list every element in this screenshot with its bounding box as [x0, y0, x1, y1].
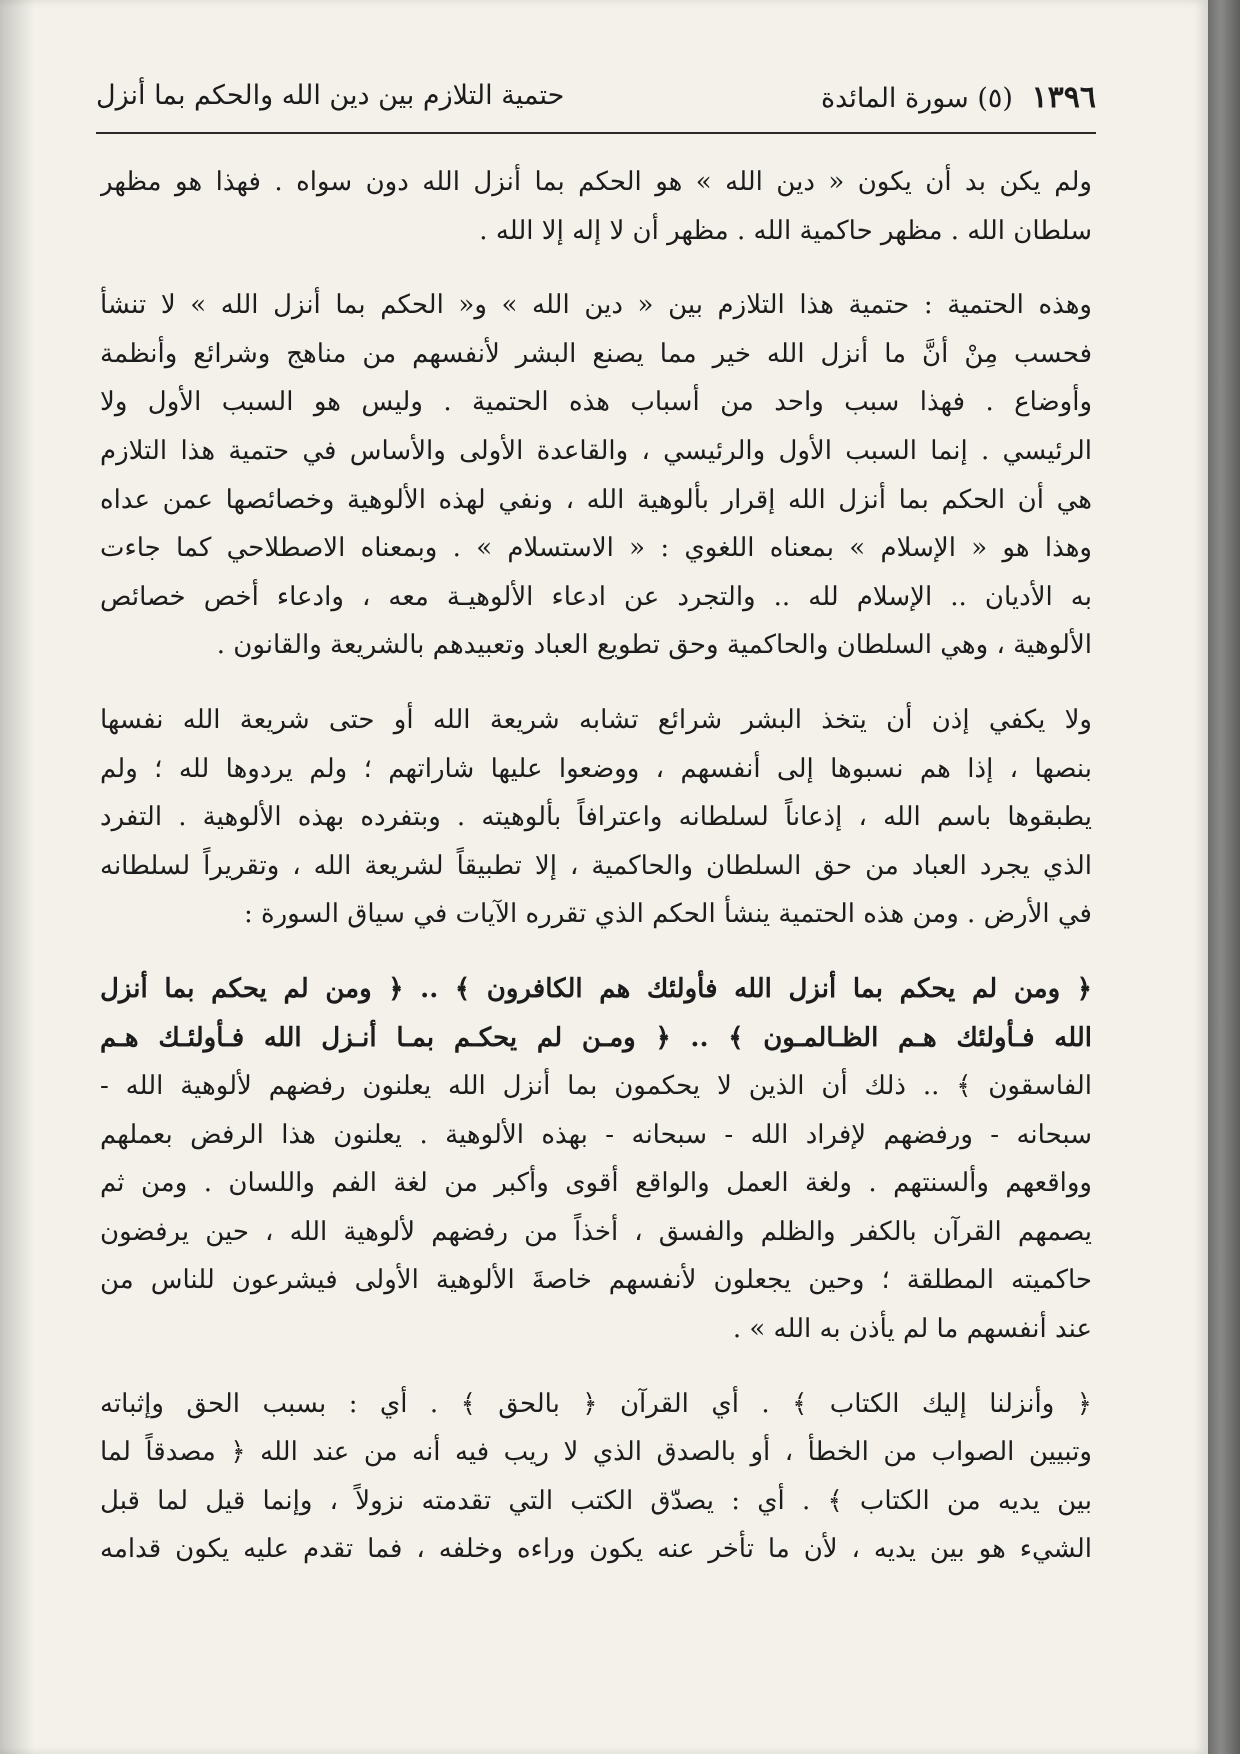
paragraph-2 — [100, 281, 1092, 670]
text-line: به الأديان .. الإسلام لله .. والتجرد عن ادعاء الألوهيـة معه ، وادعاء أخص خصائص — [100, 581, 1092, 612]
text-line: سبحانه - ورفضهم لإفراد الله - سبحانه - بهذه الألوهية . يعلنون هذا الرفض بعملهم — [100, 1119, 1092, 1150]
text-line: الذي يجرد العباد من حق السلطان والحاكمية ، إلا تطبيقاً لشريعة الله ، وتقريراً لسلطانه — [100, 850, 1092, 881]
text-line: عند أنفسهم ما لم يأذن به الله » . — [732, 1314, 1092, 1345]
paragraph-gap — [100, 939, 1092, 965]
header-divider — [96, 132, 1096, 134]
paragraph-4 — [100, 965, 1092, 1354]
text-line: وأوضاع . فهذا سبب واحد من أسباب هذه الحتمية . وليس هو السبب الأول ولا — [100, 387, 1092, 418]
quran-verse-line: ﴿ ومن لم يحكم بما أنزل الله فأولئك هم الكافرون ﴾ .. ﴿ ومن لم يحكم بما أنزل — [100, 973, 1092, 1004]
text-line: بنصها ، إذا هم نسبوها إلى أنفسهم ، ووضعوا عليها شاراتهم ؛ ولم يردوها لله ؛ ولم — [100, 753, 1092, 784]
text-line: بين يديه من الكتاب ﴾ . أي : يصدّق الكتب التي تقدمته نزولاً ، وإنما قيل لما قبل — [100, 1485, 1092, 1516]
paragraph-5 — [100, 1380, 1092, 1574]
text-line: ولم يكن بد أن يكون « دين الله » هو الحكم بما أنزل الله دون سواه . فهذا هو مظهر — [100, 167, 1092, 197]
text-line: ﴿ وأنزلنا إليك الكتاب ﴾ . أي القرآن ﴿ بالحق ﴾ . أي : بسبب الحق وإثباته — [100, 1388, 1092, 1419]
paragraph-3 — [100, 696, 1092, 939]
text-line: سلطان الله . مظهر حاكمية الله . مظهر أن لا إله إلا الله . — [479, 215, 1092, 246]
text-line: الشيء هو بين يديه ، لأن ما تأخر عنه يكون وراءه وخلفه ، فما تقدم عليه يكون قدامه — [100, 1534, 1092, 1565]
paragraph-gap — [100, 255, 1092, 281]
text-line: وهذا هو « الإسلام » بمعناه اللغوي : « الاستسلام » . وبمعناه الاصطلاحي كما جاءت — [100, 533, 1092, 564]
paragraph-gap — [100, 670, 1092, 696]
text-line: ولا يكفي إذن أن يتخذ البشر شرائع تشابه شريعة الله أو حتى شريعة الله نفسها — [100, 704, 1092, 735]
text-line: يطبقوها باسم الله ، إذعاناً لسلطانه واعترافاً بألوهيته . وبتفرده بهذه الألوهية . التفرد — [100, 802, 1092, 833]
text-line: الرئيسي . إنما السبب الأول والرئيسي ، والقاعدة الأولى والأساس في حتمية هذا التلازم — [100, 435, 1092, 466]
quran-verse-line: الله فـأولئك هـم الظـالمـون ﴾ .. ﴿ ومـن لم يحكـم بمـا أنـزل الله فـأولئـك هـم — [100, 1022, 1092, 1053]
page-number: ١٣٩٦ — [1031, 80, 1096, 115]
text-line: وواقعهم وألسنتهم . ولغة العمل والواقع أقوى وأكبر من لغة الفم واللسان . ومن ثم — [100, 1168, 1092, 1199]
text-line: وهذه الحتمية : حتمية هذا التلازم بين « دين الله » و« الحكم بما أنزل الله » لا تنشأ — [100, 290, 1092, 321]
header-surah-info — [821, 80, 1096, 115]
page-edge — [1208, 0, 1240, 1754]
paragraph-gap — [100, 1354, 1092, 1380]
text-line: في الأرض . ومن هذه الحتمية ينشأ الحكم الذي تقرره الآيات في سياق السورة : — [243, 899, 1092, 930]
page-body — [100, 158, 1092, 1574]
surah-name: (٥) سورة المائدة — [821, 83, 1013, 114]
text-line: فحسب مِنْ أنَّ ما أنزل الله خير مما يصنع البشر لأنفسهم من مناهج وشرائع وأنظمة — [100, 338, 1092, 369]
text-line: الفاسقون ﴾ .. ذلك أن الذين لا يحكمون بما أنزل الله يعلنون رفضهم لألوهية الله - — [100, 1071, 1092, 1102]
text-line: هي أن الحكم بما أنزل الله إقرار بألوهية الله ، ونفي لهذه الألوهية وخصائصها عمن عداه — [100, 484, 1092, 515]
chapter-title: حتمية التلازم بين دين الله والحكم بما أنزل — [96, 80, 565, 111]
page-header — [96, 80, 1096, 130]
text-line: وتبيين الصواب من الخطأ ، أو بالصدق الذي لا ريب فيه أنه من عند الله ﴿ مصدقاً لما — [100, 1437, 1092, 1468]
paragraph-1 — [100, 158, 1092, 255]
spine-shadow — [0, 0, 34, 1754]
text-line: يصمهم القرآن بالكفر والظلم والفسق ، أخذاً من رفضهم لألوهية الله ، حين يرفضون — [100, 1216, 1092, 1247]
text-line: الألوهية ، وهي السلطان والحاكمية وحق تطويع العباد وتعبيدهم بالشريعة والقانون . — [216, 630, 1092, 661]
text-line: حاكميته المطلقة ؛ وحين يجعلون لأنفسهم خاصةَ الألوهية الأولى فيشرعون للناس من — [100, 1265, 1092, 1296]
